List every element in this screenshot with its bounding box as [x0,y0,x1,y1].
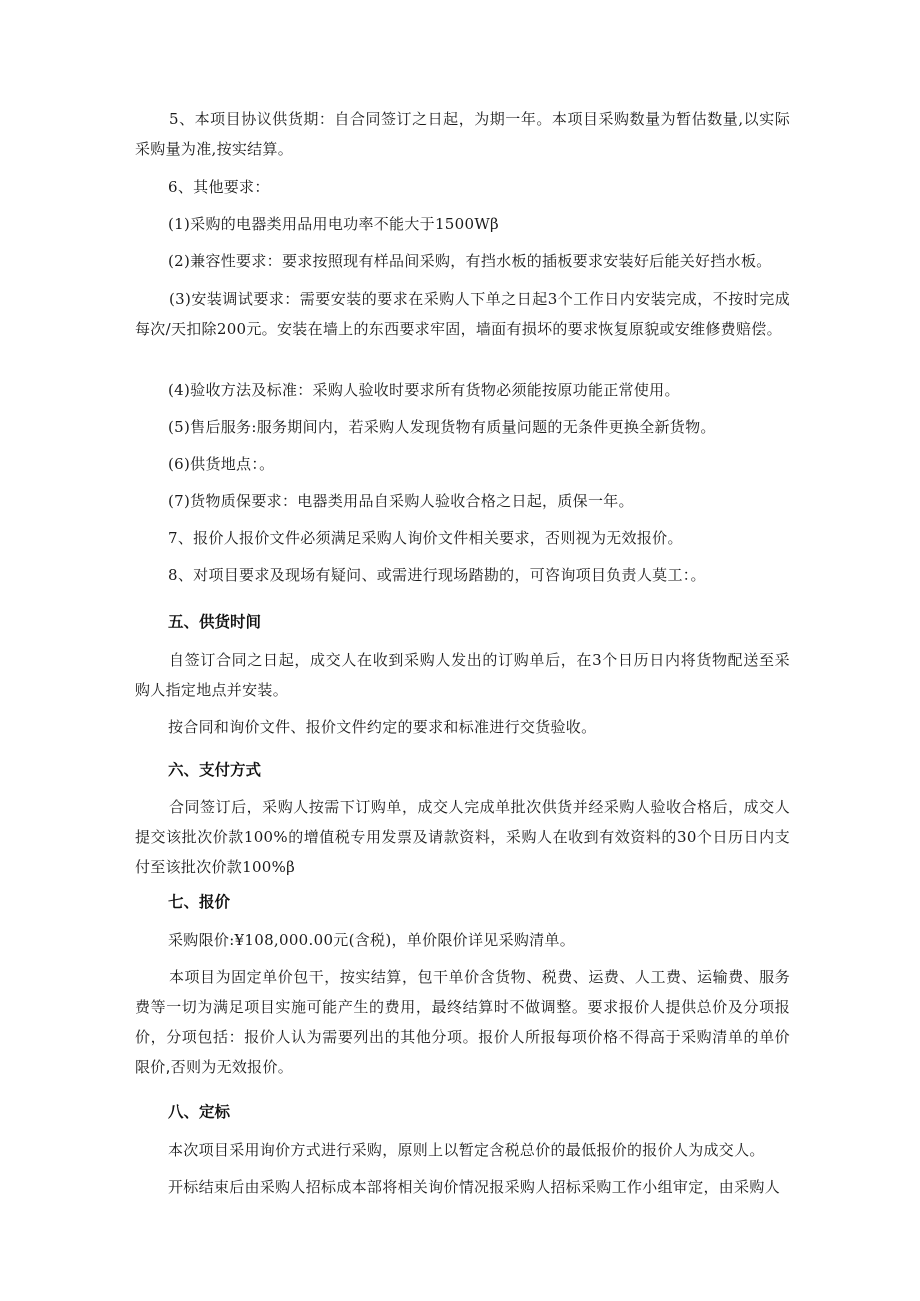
section-5-title: 五、供货时间 [168,613,262,631]
item-8-paragraph: 8、对项目要求及现场有疑问、或需进行现场踏勘的，可咨询项目负责人莫工：。 [168,566,706,584]
requirement-7: (7)货物质保要求：电器类用品自采购人验收合格之日起，质保一年。 [168,492,634,510]
requirement-1: (1)采购的电器类用品用电功率不能大于1500Wβ [168,215,500,233]
requirement-4: (4)验收方法及标准：采购人验收时要求所有货物必须能按原功能正常使用。 [168,381,680,399]
section-8-paragraph-2: 开标结束后由采购人招标成本部将相关询价情况报采购人招标采购工作小组审定，由采购人 [168,1178,781,1196]
item-7-paragraph: 7、报价人报价文件必须满足采购人询价文件相关要求，否则视为无效报价。 [168,529,683,547]
section-7-price-limit: 采购限价:¥108,000.00元(含税)，单价限价详见采购清单。 [168,931,576,949]
section-5-paragraph-2: 按合同和询价文件、报价文件约定的要求和标准进行交货验收。 [168,718,597,736]
item-6-heading: 6、其他要求： [168,178,270,196]
section-5-paragraph-1: 自签订合同之日起，成交人在收到采购人发出的订购单后，在3个日历日内将货物配送至采购人指定地点并安装。 [135,651,790,699]
section-8-paragraph-1: 本次项目采用询价方式进行采购，原则上以暂定含税总价的最低报价的报价人为成交人。 [168,1141,765,1159]
requirement-6: (6)供货地点：。 [168,455,275,473]
requirement-3: (3)安装调试要求：需要安装的要求在采购人下单之日起3个工作日内安装完成，不按时完成每次/天扣除200元。安装在墙上的东西要求牢固，墙面有损坏的要求恢复原貌或安维修费赔偿。 [135,290,790,338]
section-7-paragraph-2-text: 本项目为固定单价包干，按实结算，包干单价含货物、税费、运费、人工费、运输费、服务费等一切为满足项目实施可能产生的费用，最终结算时不做调整。要求报价人提供总价及分项报价，分项包括：报价人认为需要列出的其他分项。 [135,968,790,1046]
section-6-paragraph-1: 合同签订后，采购人按需下订购单，成交人完成单批次供货并经采购人验收合格后，成交人提交该批次价款100%的增值税专用发票及请款资料，采购人在收到有效资料的30个日历日内支付至该批次价款100%β [135,798,790,876]
section-7-paragraph-2 [135,962,790,1082]
section-6-title: 六、支付方式 [168,761,262,779]
requirement-2: (2)兼容性要求：要求按照现有样品间采购，有挡水板的插板要求安装好后能关好挡水板。 [168,252,772,270]
item-5-paragraph: 5、本项目协议供货期：自合同签订之日起，为期一年。本项目采购数量为暂估数量,以实际采购量为准,按实结算。 [135,110,790,158]
section-7-emphasis-text: 报价人所报每项价格不得高于采购清单的单价限价,否则为无效报价。 [135,1028,790,1076]
section-7-title: 七、报价 [168,893,231,911]
requirement-5: (5)售后服务:服务期间内，若采购人发现货物有质量问题的无条件更换全新货物。 [168,418,716,436]
section-8-title: 八、定标 [168,1103,231,1121]
